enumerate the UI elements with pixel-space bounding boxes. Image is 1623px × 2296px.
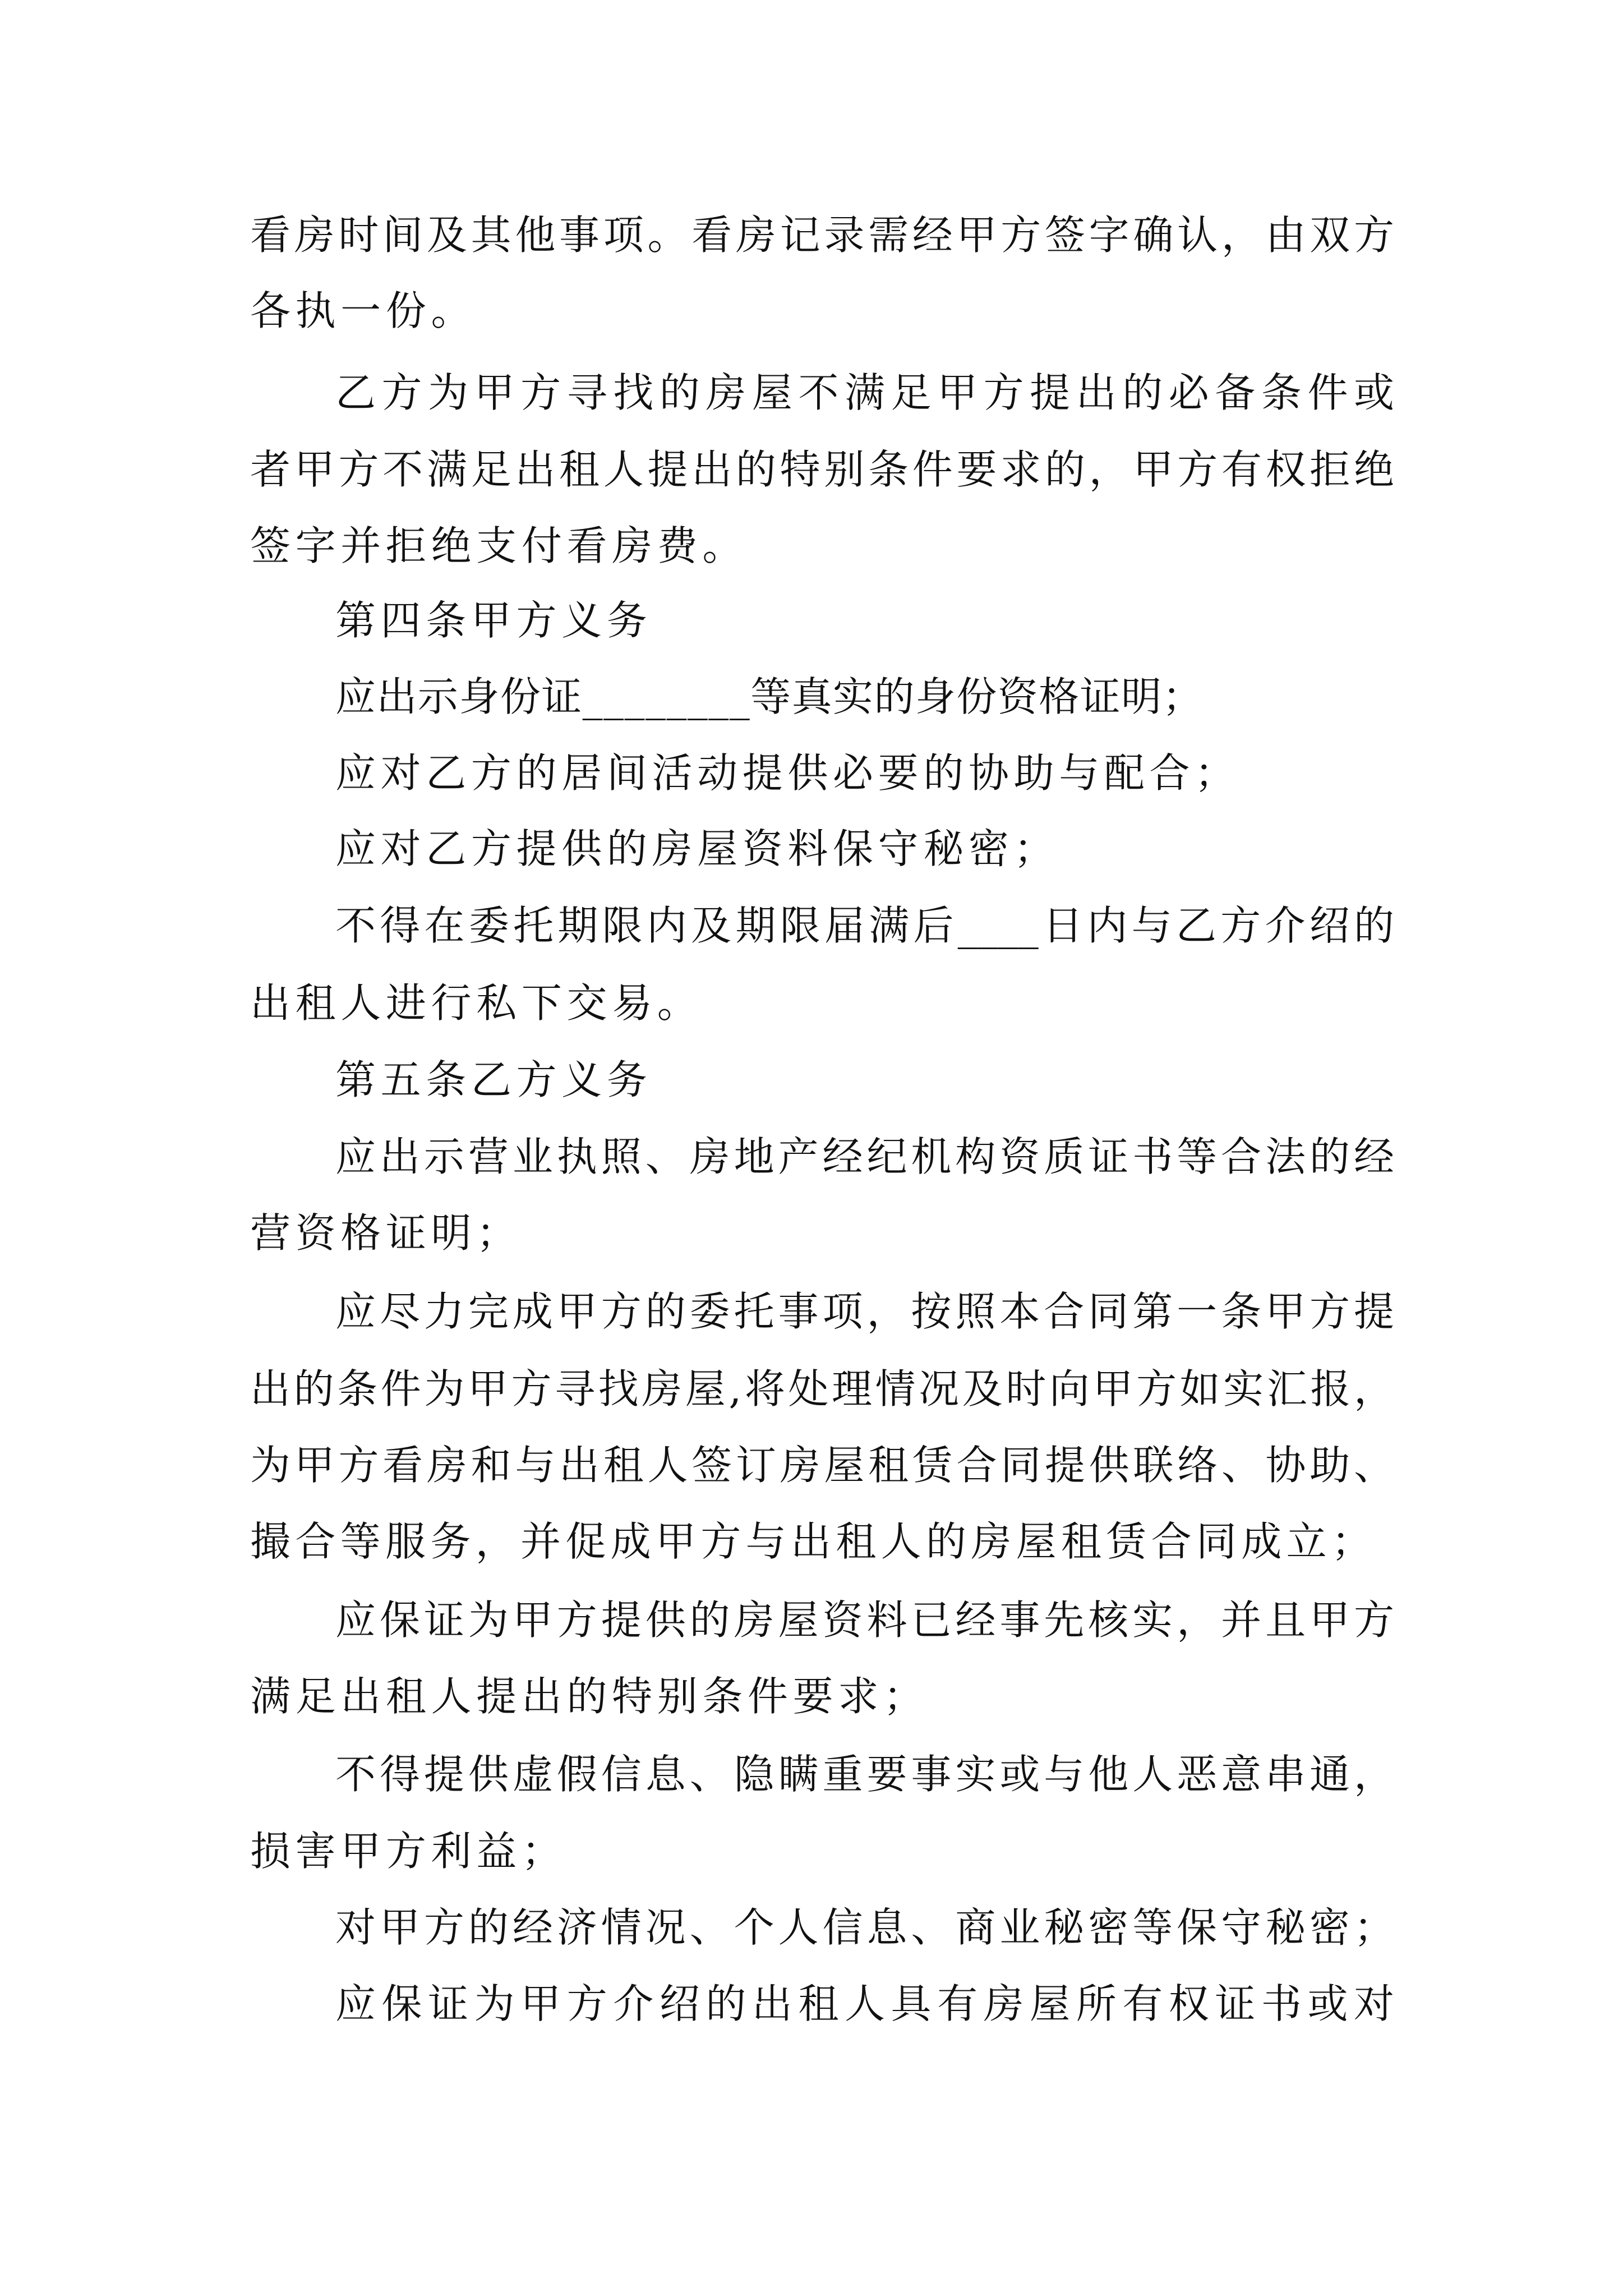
text-line: 者甲方不满足出租人提出的特别条件要求的，甲方有权拒绝 bbox=[250, 446, 1394, 493]
text-line: 不得在委托期限内及期限届满后____日内与乙方介绍的 bbox=[335, 902, 1394, 949]
text-line: 应对乙方提供的房屋资料保守秘密； bbox=[335, 825, 1059, 872]
text-line: 出的条件为甲方寻找房屋,将处理情况及时向甲方如实汇报， bbox=[250, 1365, 1394, 1412]
text-line: 满足出租人提出的特别条件要求； bbox=[250, 1673, 929, 1720]
text-line: 不得提供虚假信息、隐瞒重要事实或与他人恶意串通， bbox=[335, 1751, 1394, 1798]
text-line: 撮合等服务，并促成甲方与出租人的房屋租赁合同成立； bbox=[250, 1518, 1372, 1565]
text-line: 出租人进行私下交易。 bbox=[250, 979, 703, 1027]
text-line: 各执一份。 bbox=[250, 287, 477, 334]
text-line: 应保证为甲方介绍的出租人具有房屋所有权证书或对 bbox=[335, 1980, 1394, 2027]
text-line: 为甲方看房和与出租人签订房屋租赁合同提供联络、协助、 bbox=[250, 1442, 1394, 1489]
section-heading: 第五条乙方义务 bbox=[335, 1056, 652, 1103]
text-line: 应对乙方的居间活动提供必要的协助与配合； bbox=[335, 749, 1240, 797]
text-line: 乙方为甲方寻找的房屋不满足甲方提出的必备条件或 bbox=[335, 369, 1394, 416]
section-heading: 第四条甲方义务 bbox=[335, 597, 652, 644]
text-line: 应出示身份证________等真实的身份资格证明； bbox=[335, 673, 1204, 720]
text-line: 应保证为甲方提供的房屋资料已经事先核实，并且甲方 bbox=[335, 1596, 1394, 1644]
text-line: 签字并拒绝支付看房费。 bbox=[250, 522, 748, 569]
text-line: 看房时间及其他事项。看房记录需经甲方签字确认，由双方 bbox=[250, 211, 1394, 259]
text-line: 损害甲方利益； bbox=[250, 1828, 567, 1875]
text-line: 应出示营业执照、房地产经纪机构资质证书等合法的经 bbox=[335, 1133, 1394, 1180]
text-line: 应尽力完成甲方的委托事项，按照本合同第一条甲方提 bbox=[335, 1288, 1394, 1335]
text-line: 营资格证明； bbox=[250, 1209, 522, 1257]
text-line: 对甲方的经济情况、个人信息、商业秘密等保守秘密； bbox=[335, 1904, 1394, 1951]
